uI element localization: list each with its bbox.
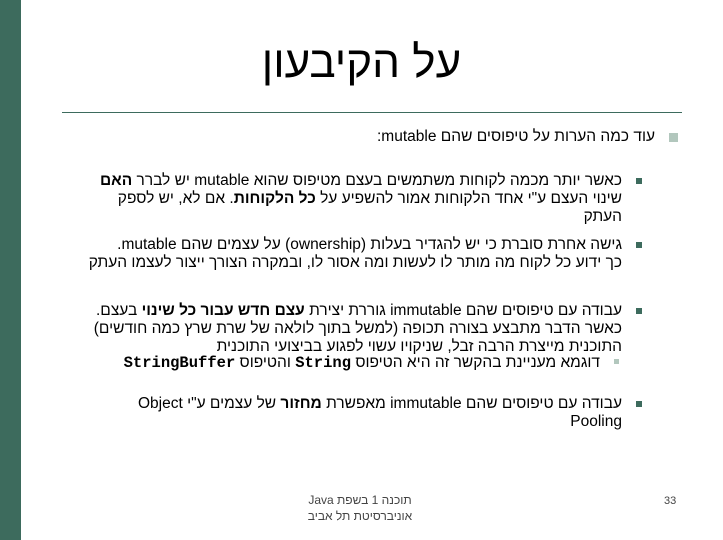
bullet-3-sub: דוגמא מעניינת בהקשר זה היא הטיפוס String והטיפוס StringBuffer [123, 354, 600, 372]
bullet-square-icon [636, 178, 642, 184]
footer-university: אוניברסיטת תל אביב [307, 509, 413, 523]
bullet-1-line-3: העתק [583, 208, 622, 225]
bullet-4-line-1: עבודה עם טיפוסים שהם immutable מאפשרת מחזור של עצמים ע"י Object [137, 395, 622, 412]
slide-title: על הקיבעון [261, 38, 462, 87]
bullet-square-icon [636, 308, 642, 314]
bullet-3-line-3: התוכנית מייצרת הרבה זבל, שניקויו עשוי לפגוע בביצועי התוכנית [216, 338, 622, 355]
bullet-square-icon [636, 401, 642, 407]
bullet-square-icon [636, 242, 642, 248]
slide-footer [300, 492, 420, 524]
bullet-1-line-1: כאשר יותר מכמה לקוחות משתמשים בעצם מטיפוס שהוא mutable יש לברר האם [100, 172, 622, 189]
bullet-3 [62, 302, 622, 356]
bullet-4-line-2: Pooling [570, 413, 622, 430]
bullet-4 [62, 395, 622, 431]
lead-text: עוד כמה הערות על טיפוסים שהם mutable: [376, 128, 655, 145]
title-divider [62, 112, 682, 113]
sub-bullet-square-icon [614, 359, 619, 364]
bullet-2-line-2: כך ידוע כל לקוח מה מותר לו לעשות ומה אסור לו, ובמקרה הצורך ייצור לעצמו העתק [88, 254, 622, 271]
bullet-2 [62, 236, 622, 272]
bullet-3-line-2: כאשר הדבר מתבצע בצורה תכופה (למשל בתוך לולאה של שרת שרץ כמה חודשים) [93, 320, 622, 337]
page-number: 33 [664, 495, 677, 507]
bullet-square-icon [669, 133, 678, 142]
footer-course: תוכנה 1 בשפת Java [308, 493, 412, 507]
bullet-1 [62, 172, 622, 226]
bullet-3-line-1: עבודה עם טיפוסים שהם immutable גוררת יצירת עצם חדש עבור כל שינוי בעצם. [96, 302, 622, 319]
bullet-1-line-2: שינוי העצם ע"י אחד הלקוחות אמור להשפיע על כל הלקוחות. אם לא, יש לספק [117, 190, 622, 207]
bullet-2-line-1: גישה אחרת סוברת כי יש להגדיר בעלות (ownership) על עצמים שהם mutable. [117, 236, 622, 253]
